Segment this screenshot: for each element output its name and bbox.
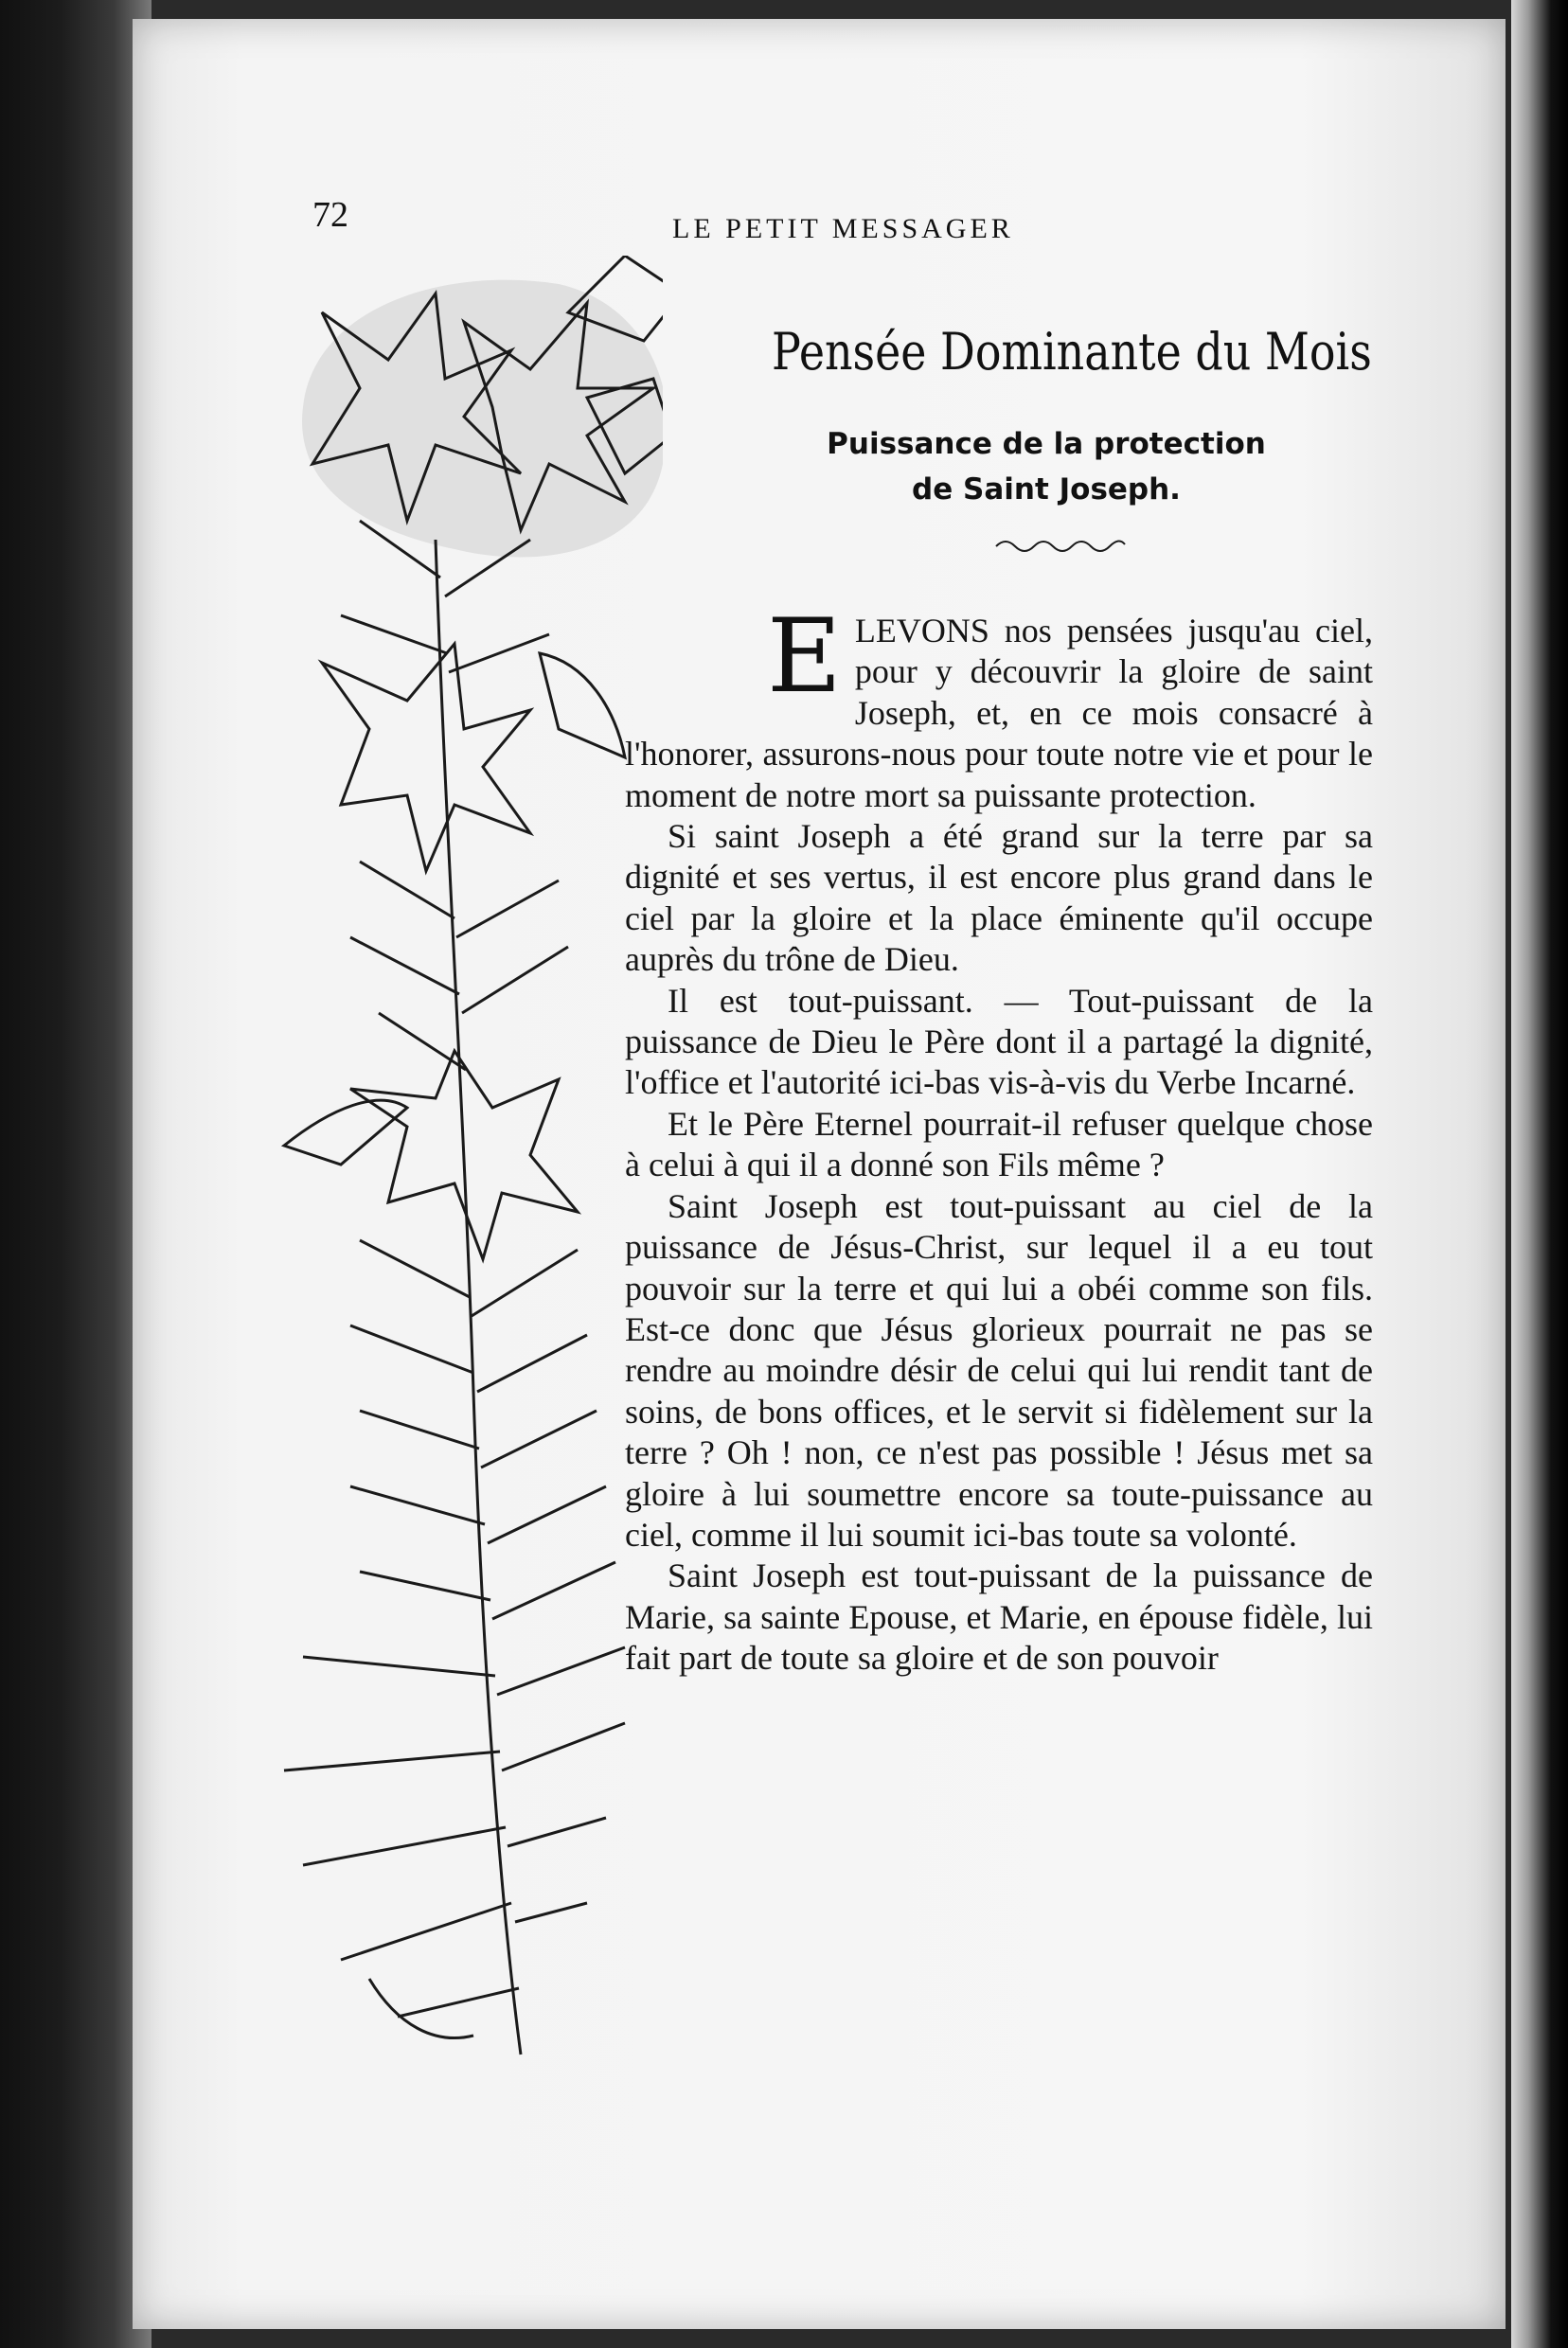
paragraph-2: Si saint Joseph a été grand sur la terre par sa dignité et ses vertus, il est encore plus grand dans le ciel par la gloire et la place éminente qu'il occupe auprès du trône de Dieu. — [625, 817, 1373, 979]
lead-word: LEVONS — [854, 612, 989, 649]
drop-cap: E — [767, 597, 842, 716]
running-head: LE PETIT MESSAGER — [672, 213, 1014, 244]
article-subtitle — [757, 421, 1335, 512]
lily-illustration-icon — [246, 256, 663, 2064]
paragraph-1 — [625, 597, 1373, 816]
paragraph-4: Et le Père Eternel pourrait-il refuser quelque chose à celui à qui il a donné son Fils même ? — [625, 1104, 1373, 1184]
wave-ornament-icon — [994, 535, 1127, 554]
subtitle-line-2: de Saint Joseph. — [912, 472, 1181, 507]
paragraph-5: Saint Joseph est tout-puissant au ciel de la puissance de Jésus-Christ, sur lequel il a eu tout pouvoir sur la terre et qui lui a obéi comme son fils. Est-ce donc que Jésus glorieux pourrait ne pas se rendre au moindre désir de celui qui lui rendit tant de soins, de bons offices, et le servit si fidèlement sur la terre ? Oh ! non, ce n'est pas possible ! Jésus met sa gloire à lui soumettre encore sa toute-puissance au ciel, comme il lui soumit ici-bas toute sa volonté. — [625, 1186, 1373, 1554]
paragraph-text: nos pensées jusqu'au ciel, pour y découvrir la gloire de saint Joseph, et, en ce mois consacré à l'honorer, assurons-nous pour toute notre vie et pour le moment de notre mort sa puissante protection. — [625, 612, 1373, 814]
subtitle-line-1: Puissance de la protection — [827, 427, 1266, 461]
paragraph-3: Il est tout-puissant. — Tout-puissant de la puissance de Dieu le Père dont il a partagé la dignité, l'office et l'autorité ici-bas vis-à-vis du Verbe Incarné. — [625, 981, 1373, 1102]
article-body — [625, 597, 1373, 1680]
article-title: Pensée Dominante du Mois — [772, 322, 1372, 382]
book-binding-right — [1511, 0, 1568, 2348]
page-number: 72 — [312, 195, 348, 235]
paragraph-6: Saint Joseph est tout-puissant de la puissance de Marie, sa sainte Epouse, et Marie, en épouse fidèle, lui fait part de toute sa gloire et de son pouvoir — [625, 1556, 1373, 1678]
book-binding-left — [0, 0, 151, 2348]
